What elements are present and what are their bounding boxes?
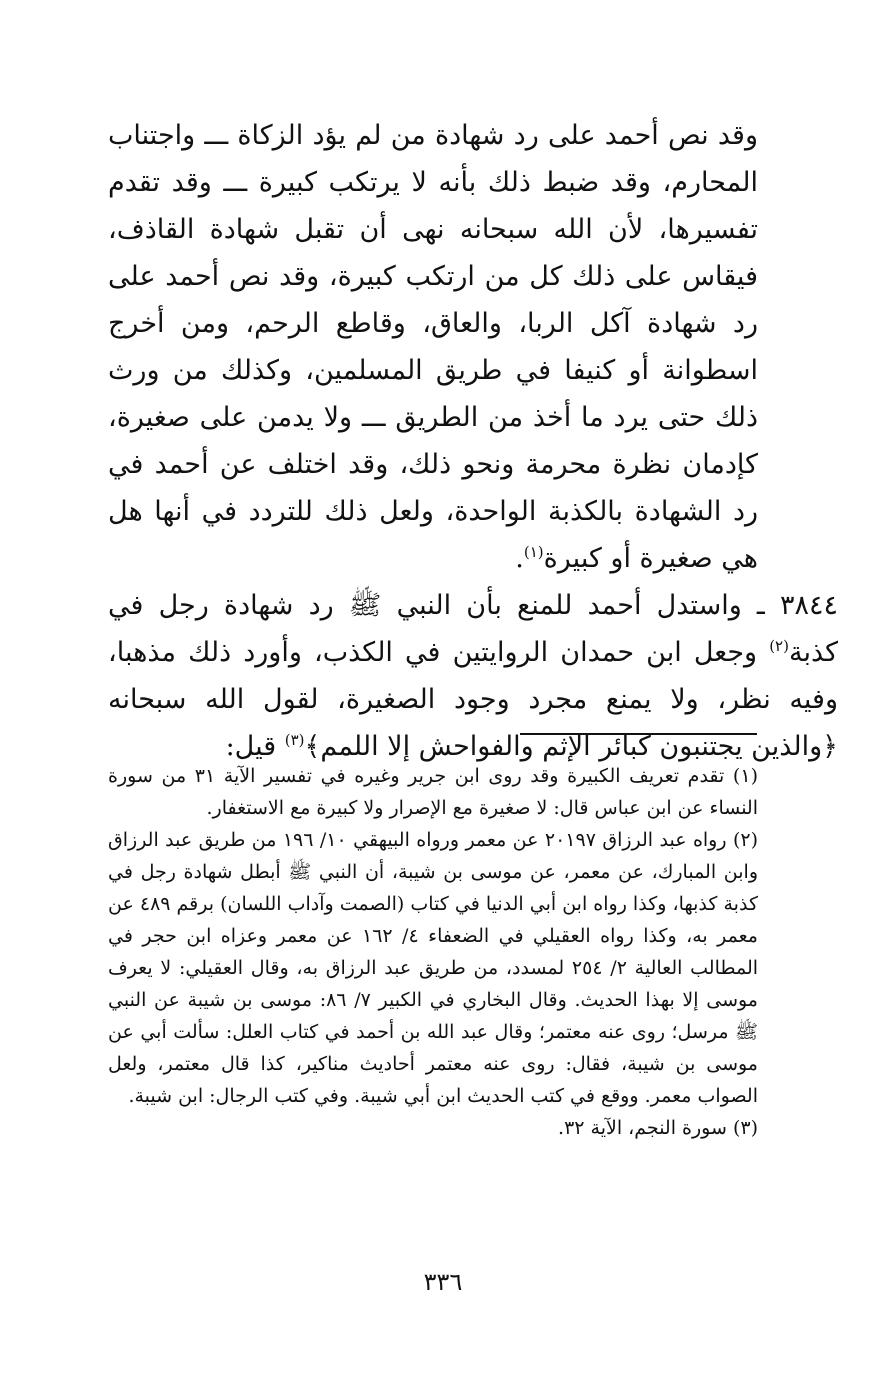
paragraph-2-text-c: قيل: [225,731,285,762]
main-text [108,112,838,770]
paragraph-1-text: وقد نص أحمد على رد شهادة من لم يؤد الزكاة ـــ واجتناب المحارم، وقد ضبط ذلك بأنه لا يرتكب كبيرة ـــ وقد تقدم تفسيرها، لأن الله سبحانه نهى أن تقبل شهادة القاذف، فيقاس على ذلك كل من ارتكب كبيرة، وقد نص أحمد على رد شهادة آكل الربا، والعاق، وقاطع الرحم، ومن أخرج اسطوانة أو كنيفا في طريق المسلمين، وكذلك من ورث ذلك حتى يرد ما أخذ من الطريق ـــ ولا يدمن على صغيرة، كإدمان نظرة محرمة ونحو ذلك، وقد اختلف عن أحمد في رد الشهادة بالكذبة الواحدة، ولعل ذلك للتردد في أنها هل هي صغيرة أو كبيرة [108,120,759,574]
paragraph-number: ٣٨٤٤ [779,590,838,621]
footnote-3: (٣) سورة النجم، الآية ٣٢. [558,1117,758,1139]
paragraph-2-text-a: ـ واستدل أحمد للمنع بأن النبي ﷺ رد شهادة رجل في كذبة [108,590,838,668]
footnotes [108,760,758,1144]
paragraph-continuation [108,112,758,582]
paragraph-2-text-b: وجعل ابن حمدان الروايتين في الكذب، وأورد ذلك مذهبا، وفيه نظر، ولا يمنع مجرد وجود الصغيرة، لقول الله سبحانه ﴿والذين يجتنبون كبائر الإثم والفواحش إلا اللمم﴾ [108,637,838,762]
footnote-ref-2: (٢) [769,637,789,655]
page-number: ٣٣٦ [423,1268,463,1296]
footnote-ref-1: (١) [523,543,544,561]
footnote-1: (١) تقدم تعريف الكبيرة وقد روى ابن جرير وغيره في تفسير الآية ٣١ من سورة النساء عن ابن عباس قال: لا صغيرة مع الإصرار ولا كبيرة مع الاستغفار. [108,765,758,819]
footnote-ref-3: (٣) [284,731,305,749]
footnote-2: (٢) رواه عبد الرزاق ٢٠١٩٧ عن معمر ورواه البيهقي ١٠/ ١٩٦ من طريق عبد الرزاق وابن المبارك، عن معمر، عن موسى بن شيبة، أن النبي ﷺ أبطل شهادة رجل في كذبة كذبها، وكذا رواه ابن أبي الدنيا في كتاب (الصمت وآداب اللسان) برقم ٤٨٩ عن معمر به، وكذا رواه العقيلي في الضعفاء ٤/ ١٦٢ عن معمر وعزاه ابن حجر في المطالب العالية ٢/ ٢٥٤ لمسدد، من طريق عبد الرزاق به، وقال العقيلي: لا يعرف موسى إلا بهذا الحديث. وقال البخاري في الكبير ٧/ ٨٦: موسى بن شيبة عن النبي ﷺ مرسل؛ روى عنه معتمر؛ وقال عبد الله بن أحمد في كتاب العلل: سألت أبي عن موسى بن شيبة، فقال: روى عنه معتمر أحاديث مناكير، كذا قال معتمر، ولعل الصواب معمر. ووقع في كتب الحديث ابن أبي شيبة. وفي كتب الرجال: ابن شيبة. [108,829,759,1107]
paragraph-3844 [108,582,838,770]
paragraph-1-end: . [515,543,524,574]
footnote-divider [520,733,757,735]
